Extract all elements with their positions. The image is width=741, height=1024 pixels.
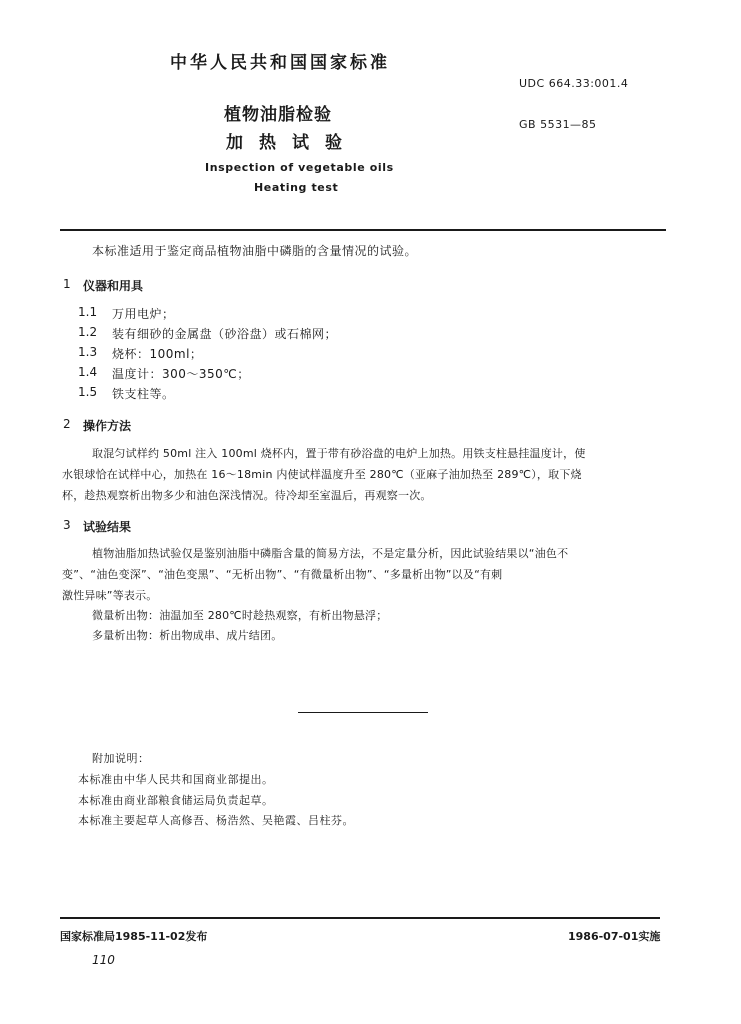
item-number: 1.5 — [78, 385, 98, 399]
section-divider — [298, 712, 428, 713]
effective-date: 1986-07-01实施 — [568, 930, 661, 943]
section1-heading: 仪器和用具 — [83, 279, 144, 293]
page-number: 110 — [92, 953, 115, 967]
title-en-line2: Heating test — [254, 181, 339, 194]
item-text: 温度计：300～350℃； — [112, 367, 250, 381]
section3-line: 植物油脂加热试验仅是鉴别油脂中磷脂含量的简易方法，不是定量分析，因此试验结果以“油色不 — [92, 547, 569, 560]
section2-heading: 操作方法 — [83, 419, 132, 433]
appendix-line: 本标准主要起草人高修吾、杨浩然、吴艳霞、吕柱芬。 — [78, 814, 354, 827]
item-number: 1.2 — [78, 325, 98, 339]
title-en-line1: Inspection of vegetable oils — [205, 161, 394, 174]
issued-date: 国家标准局1985-11-02发布 — [60, 930, 208, 943]
scope-paragraph: 本标准适用于鉴定商品植物油脂中磷脂的含量情况的试验。 — [92, 244, 418, 258]
item-text: 铁支柱等。 — [112, 387, 175, 401]
section3-line: 多量析出物：析出物成串、成片结团。 — [92, 629, 283, 642]
title-cn-line2: 加热试验 — [226, 133, 358, 153]
item-text: 烧杯：100ml； — [112, 347, 203, 361]
appendix-line: 本标准由商业部粮食储运局负责起草。 — [78, 794, 274, 807]
section2-line: 水银球恰在试样中心，加热在 16～18min 内使试样温度升至 280℃（亚麻子油加热至 289℃），取下烧 — [62, 468, 582, 481]
appendix-line: 本标准由中华人民共和国商业部提出。 — [78, 773, 274, 786]
section3-line: 激性异味”等表示。 — [62, 589, 158, 602]
item-number: 1.3 — [78, 345, 98, 359]
title-cn-line1: 植物油脂检验 — [224, 105, 332, 125]
section3-heading: 试验结果 — [83, 520, 132, 534]
udc-code: UDC 664.33:001.4 — [519, 77, 629, 90]
item-number: 1.1 — [78, 305, 98, 319]
section3-line: 微量析出物：油温加至 280℃时趁热观察，有析出物悬浮； — [92, 609, 388, 622]
item-number: 1.4 — [78, 365, 98, 379]
item-text: 装有细砂的金属盘（砂浴盘）或石棉网； — [112, 327, 338, 341]
standard-org-title: 中华人民共和国国家标准 — [170, 53, 390, 73]
section2-line: 杯，趁热观察析出物多少和油色深浅情况。待冷却至室温后，再观察一次。 — [62, 489, 432, 502]
section2-number: 2 — [63, 417, 71, 431]
section1-number: 1 — [63, 277, 71, 291]
section3-line: 变”、“油色变深”、“油色变黑”、“无析出物”、“有微量析出物”、“多量析出物”以及“有刺 — [62, 568, 503, 581]
item-text: 万用电炉； — [112, 307, 175, 321]
section2-line: 取混匀试样约 50ml 注入 100ml 烧杯内，置于带有砂浴盘的电炉上加热。用铁支柱悬挂温度计，使 — [92, 447, 586, 460]
section3-number: 3 — [63, 518, 71, 532]
appendix-heading: 附加说明： — [92, 752, 150, 765]
top-divider — [60, 229, 666, 231]
gb-number: GB 5531—85 — [519, 118, 597, 131]
footer-divider — [60, 917, 660, 919]
